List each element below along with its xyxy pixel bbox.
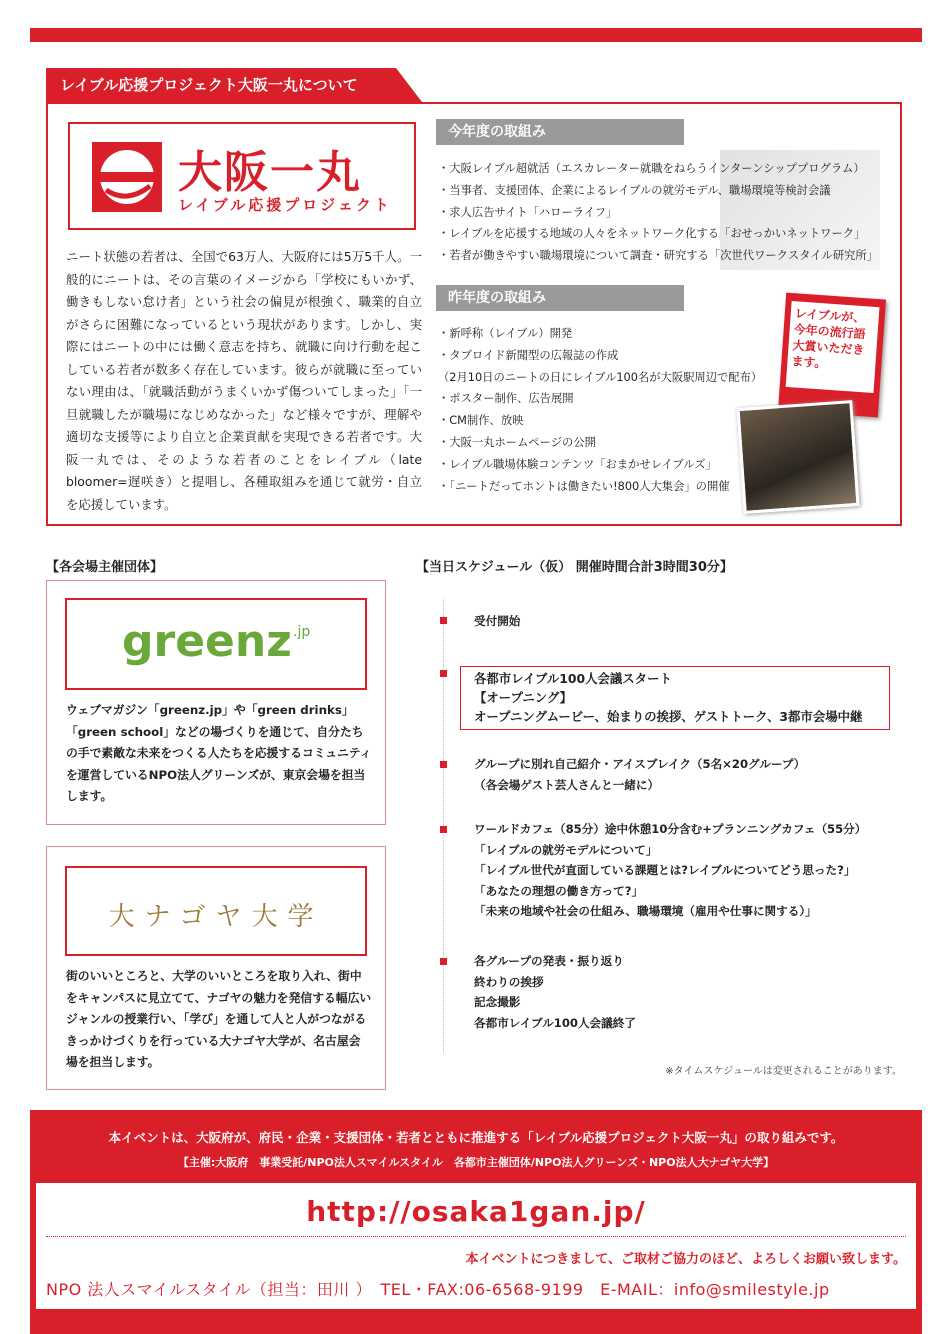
last-year-heading: 昨年度の取組み: [436, 285, 684, 311]
schedule-item-1: 受付開始: [474, 614, 521, 628]
about-description: ニート状態の若者は、全国で63万人、大阪府には5万5千人。一般的にニートは、その言葉のイメージから「学校にもいかず、働きもしない怠け者」という社会の偏見が根強く、職業的自立がさらに困難になっているという現状があります。しかし、実際にはニートの中には働く意志を持ち、就職に向け行動を起こしている若者が数多く存在しています。彼らが就職に至っていない理由は、「就職活動がうまくいかず傷ついてしまった」「一旦就職したが職場になじめなかった」など様々ですが、理解や適切な支援等により自立と企業貢献を実現できる若者です。大阪一丸では、そのような若者のことをレイブル（late bloomer=遅咲き）と提唱し、各種取組みを通じて就労・自立を応援しています。: [66, 249, 422, 512]
top-red-bar: [30, 28, 922, 42]
logo-circle-icon: [92, 142, 162, 212]
schedule-item-2: 各都市レイブル100人会議スタート 【オープニング】 オープニングムービー、始まりの挨拶、ゲストトーク、3都市会場中継: [474, 671, 863, 724]
event-photo: [736, 400, 859, 514]
schedule-label: 【当日スケジュール（仮） 開催時間合計3時間30分】: [416, 560, 733, 575]
list-item: ・タブロイド新聞型の広報誌の作成: [438, 348, 619, 362]
logo-main-text: 大阪一丸: [178, 147, 362, 198]
footer-thanks-text: 本イベントにつきまして、ご取材ご協力のほど、よろしくお願い致します。: [465, 1252, 906, 1267]
footer-line-1: 本イベントは、大阪府が、府民・企業・支援団体・若者とともに推進する「レイブル応援プロジェクト大阪一丸」の取り組みです。: [108, 1130, 844, 1145]
list-item: ・「ニートだってホントは働きたい!800人大集会」の開催: [438, 479, 730, 493]
greenz-logo-suffix: .jp: [293, 624, 311, 640]
list-item: ・大阪一丸ホームページの公開: [438, 435, 596, 449]
list-item: ・当事者、支援団体、企業によるレイブルの就労モデル、職場環境等検討会議: [438, 183, 831, 197]
about-section-tab: レイブル応援プロジェクト大阪一丸について: [46, 68, 396, 102]
last-year-list: [438, 323, 778, 497]
footer-divider: [46, 1236, 906, 1237]
logo-sub-text: レイブル応援プロジェクト: [178, 196, 392, 214]
nagoya-logo: 大ナゴヤ大学: [108, 902, 324, 932]
this-year-list: [438, 158, 888, 267]
list-item: ・CM制作、放映: [438, 414, 524, 428]
website-url-link[interactable]: http://osaka1gan.jp/: [306, 1195, 646, 1228]
footer-contact-text: NPO 法人スマイルスタイル（担当：田川 ） TEL・FAX:06-6568-9199 E-MAIL：info@smilestyle.jp: [46, 1280, 830, 1299]
footer-line-2: 【主催:大阪府 事業受託/NPO法人スマイルスタイル 各都市主催団体/NPO法人グリーンズ・NPO法人大ナゴヤ大学】: [177, 1156, 775, 1169]
timeline-bullet: [440, 826, 447, 833]
list-item: （2月10日のニートの日にレイブル100名が大阪駅周辺で配布）: [438, 370, 763, 384]
osaka-ichigan-logo: [68, 122, 416, 230]
schedule-item-3: グループに別れ自己紹介・アイスブレイク（5名×20グループ） （各会場ゲスト芸人さんと一緒に）: [474, 757, 806, 792]
nagoya-description: 街のいいところと、大学のいいところを取り入れ、街中をキャンパスに見立てて、ナゴヤの魅力を発信する幅広いジャンルの授業行い、「学び」を通して人と人がつながるきっかけづくりを行っている大ナゴヤ大学が、名古屋会場を担当します。: [66, 969, 372, 1069]
list-item: ・新呼称（レイブル）開発: [438, 327, 573, 340]
schedule-item-4: ワールドカフェ（85分）途中休憩10分含む+プランニングカフェ（55分） 「レイブルの就労モデルについて」 「レイブル世代が直面している課題とは?レイブルについてどう思った?」 「あなたの理想の働き方って?」 「未来の地域や社会の仕組み、職場環境（雇用や仕事に関する）」: [474, 822, 867, 918]
list-item: ・レイブルを応援する地域の人々をネットワーク化する「おせっかいネットワーク」: [438, 227, 866, 241]
list-item: ・レイブル職場体験コンテンツ「おまかせレイブルズ」: [438, 457, 717, 471]
this-year-heading: 今年度の取組み: [436, 119, 684, 145]
book-cover-text: レイブルが、今年の流行語大賞いただきます。: [786, 301, 880, 393]
timeline-bullet: [440, 761, 447, 768]
book-cover-image: [778, 293, 886, 418]
schedule-note: ※タイムスケジュールは変更されることがあります。: [665, 1066, 902, 1077]
greenz-logo-box: [65, 598, 367, 690]
list-item: ・若者が働きやすい職場環境について調査・研究する「次世代ワークスタイル研究所」: [438, 249, 879, 263]
nagoya-logo-box: [65, 866, 367, 956]
list-item: ・大阪レイブル超就活（エスカレーター就職をねらうインターンシッププログラム）: [438, 162, 865, 175]
organizers-label: 【各会場主催団体】: [46, 560, 164, 575]
timeline-bullet: [440, 958, 447, 965]
list-item: ・求人広告サイト「ハローライフ」: [438, 205, 618, 219]
list-item: ・ポスター制作、広告展開: [438, 392, 574, 406]
timeline-bullet: [440, 670, 447, 677]
timeline-bullet: [440, 617, 447, 624]
greenz-description: ウェブマガジン「greenz.jp」や「green drinks」「green school」などの場づくりを通じて、自分たちの手で素敵な未来をつくる人たちを応援するコミュニティを運営しているNPO法人グリーンズが、東京会場を担当します。: [66, 703, 372, 803]
schedule-item-5: 各グループの発表・振り返り 終わりの挨拶 記念撮影 各都市レイブル100人会議終了: [474, 954, 636, 1030]
greenz-logo: greenz: [122, 616, 292, 667]
